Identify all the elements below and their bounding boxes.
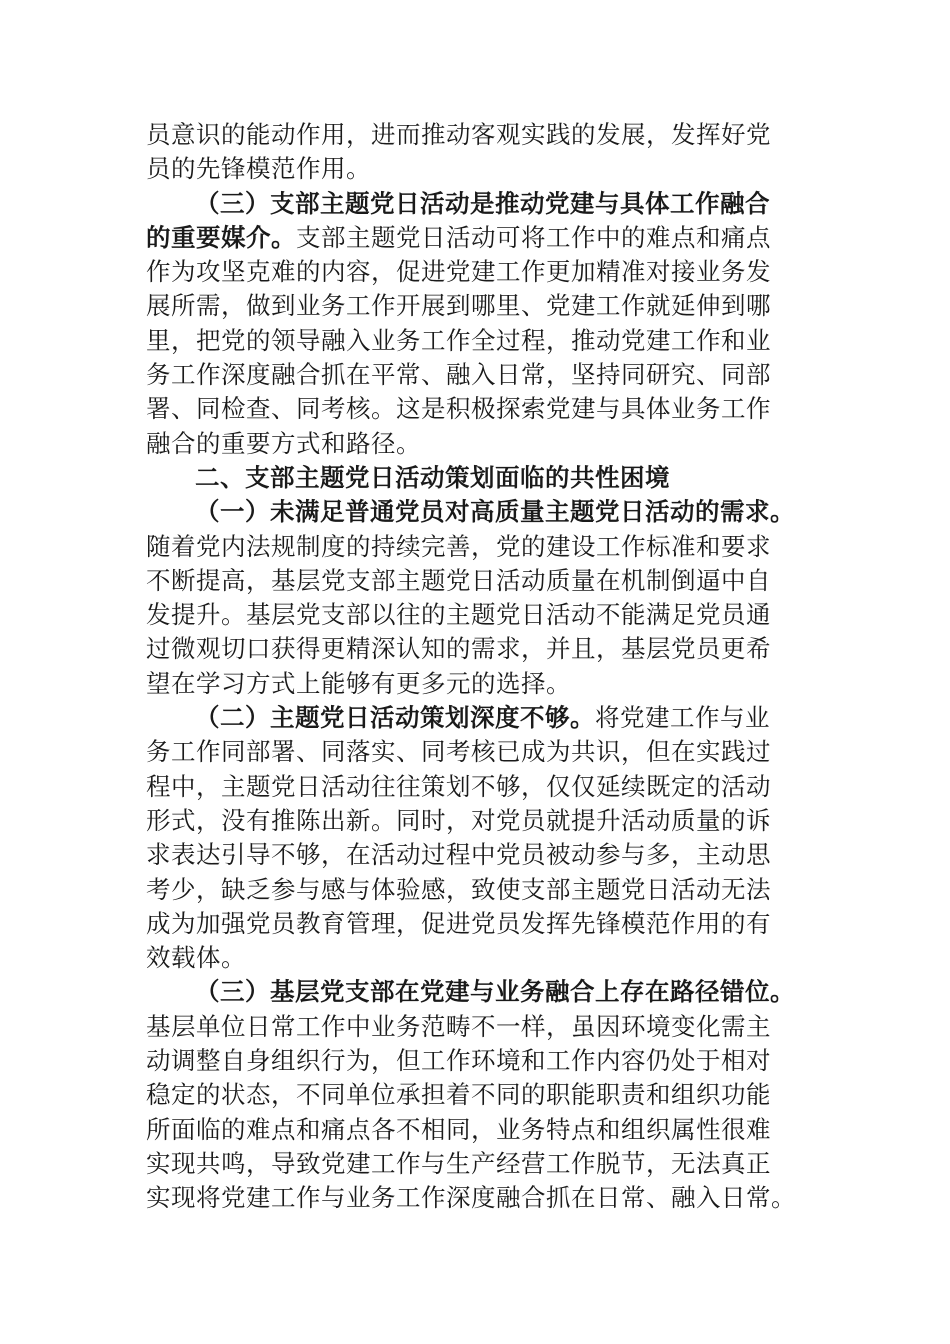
text-segment: 展所需，做到业务工作开展到哪里、党建工作就延伸到哪: [146, 291, 771, 321]
text-line: [146, 187, 808, 221]
text-segment: 成为加强党员教育管理，促进党员发挥先锋模范作用的有: [146, 908, 771, 938]
text-segment: 作为攻坚克难的内容，促进党建工作更加精准对接业务发: [146, 257, 771, 287]
text-line: [146, 770, 808, 804]
text-segment: 效载体。: [146, 943, 246, 973]
text-line: [146, 1044, 808, 1078]
text-line: [146, 564, 808, 598]
text-line: [146, 804, 808, 838]
text-segment: 所面临的难点和痛点各不相同，业务特点和组织属性很难: [146, 1114, 771, 1144]
text-segment: 实现将党建工作与业务工作深度融合抓在日常、融入日常。: [146, 1183, 796, 1213]
text-segment: 实现共鸣，导致党建工作与生产经营工作脱节，无法真正: [146, 1148, 771, 1178]
text-line: [146, 1147, 808, 1181]
text-line: [146, 975, 808, 1009]
text-segment: 融合的重要方式和路径。: [146, 428, 421, 458]
bold-lead-segment: （一）未满足普通党员对高质量主题党日活动的需求。: [195, 497, 795, 527]
bold-lead-segment: 的重要媒介。: [146, 222, 296, 252]
text-line: [146, 1181, 808, 1215]
text-line: [146, 152, 808, 186]
text-line: [146, 735, 808, 769]
text-segment: 员意识的能动作用，进而推动客观实践的发展，发挥好党: [146, 120, 771, 149]
text-segment: 稳定的状态，不同单位承担着不同的职能职责和组织功能: [146, 1080, 771, 1110]
text-line: [146, 495, 808, 529]
text-segment: 动调整自身组织行为，但工作环境和工作内容仍处于相对: [146, 1046, 771, 1076]
text-segment: 求表达引导不够，在活动过程中党员被动参与多，主动思: [146, 840, 771, 870]
heading-text: 二、支部主题党日活动策划面临的共性困境: [195, 462, 670, 492]
text-line: [146, 289, 808, 323]
text-line: [146, 392, 808, 426]
text-segment: 支部主题党日活动可将工作中的难点和痛点: [296, 222, 771, 252]
text-segment: 程中，主题党日活动往往策划不够，仅仅延续既定的活动: [146, 771, 771, 801]
text-segment: 发提升。基层党支部以往的主题党日活动不能满足党员通: [146, 600, 771, 630]
section-heading: [146, 461, 808, 495]
text-line: [146, 530, 808, 564]
bold-lead-segment: （三）支部主题党日活动是推动党建与具体工作融合: [195, 188, 770, 218]
document-body: [146, 118, 808, 1216]
text-segment: 形式，没有推陈出新。同时，对党员就提升活动质量的诉: [146, 805, 771, 835]
text-line: [146, 1113, 808, 1147]
text-line: [146, 1010, 808, 1044]
text-segment: 员的先锋模范作用。: [146, 154, 371, 184]
bold-lead-segment: （三）基层党支部在党建与业务融合上存在路径错位。: [195, 977, 795, 1007]
text-segment: 将党建工作与业: [595, 703, 770, 733]
text-line: [146, 255, 808, 289]
text-segment: 基层单位日常工作中业务范畴不一样，虽因环境变化需主: [146, 1011, 771, 1041]
text-line: [146, 701, 808, 735]
text-line: [146, 838, 808, 872]
text-segment: 望在学习方式上能够有更多元的选择。: [146, 668, 571, 698]
text-line: [146, 221, 808, 255]
text-segment: 考少，缺乏参与感与体验感，致使支部主题党日活动无法: [146, 874, 771, 904]
text-segment: 过微观切口获得更精深认知的需求，并且，基层党员更希: [146, 634, 771, 664]
text-segment: 里，把党的领导融入业务工作全过程，推动党建工作和业: [146, 325, 771, 355]
text-line: [146, 324, 808, 358]
text-line: [146, 873, 808, 907]
text-segment: 务工作深度融合抓在平常、融入日常，坚持同研究、同部: [146, 360, 771, 390]
text-line: [146, 907, 808, 941]
text-segment: 不断提高，基层党支部主题党日活动质量在机制倒逼中自: [146, 565, 771, 595]
text-line: [146, 598, 808, 632]
text-line: [146, 118, 808, 152]
bold-lead-segment: （二）主题党日活动策划深度不够。: [195, 703, 595, 733]
text-line: [146, 941, 808, 975]
text-line: [146, 1078, 808, 1112]
text-segment: 务工作同部署、同落实、同考核已成为共识，但在实践过: [146, 737, 771, 767]
text-line: [146, 667, 808, 701]
text-line: [146, 632, 808, 666]
text-segment: 随着党内法规制度的持续完善，党的建设工作标准和要求: [146, 531, 771, 561]
text-segment: 署、同检查、同考核。这是积极探索党建与具体业务工作: [146, 394, 771, 424]
text-line: [146, 358, 808, 392]
text-line: [146, 427, 808, 461]
